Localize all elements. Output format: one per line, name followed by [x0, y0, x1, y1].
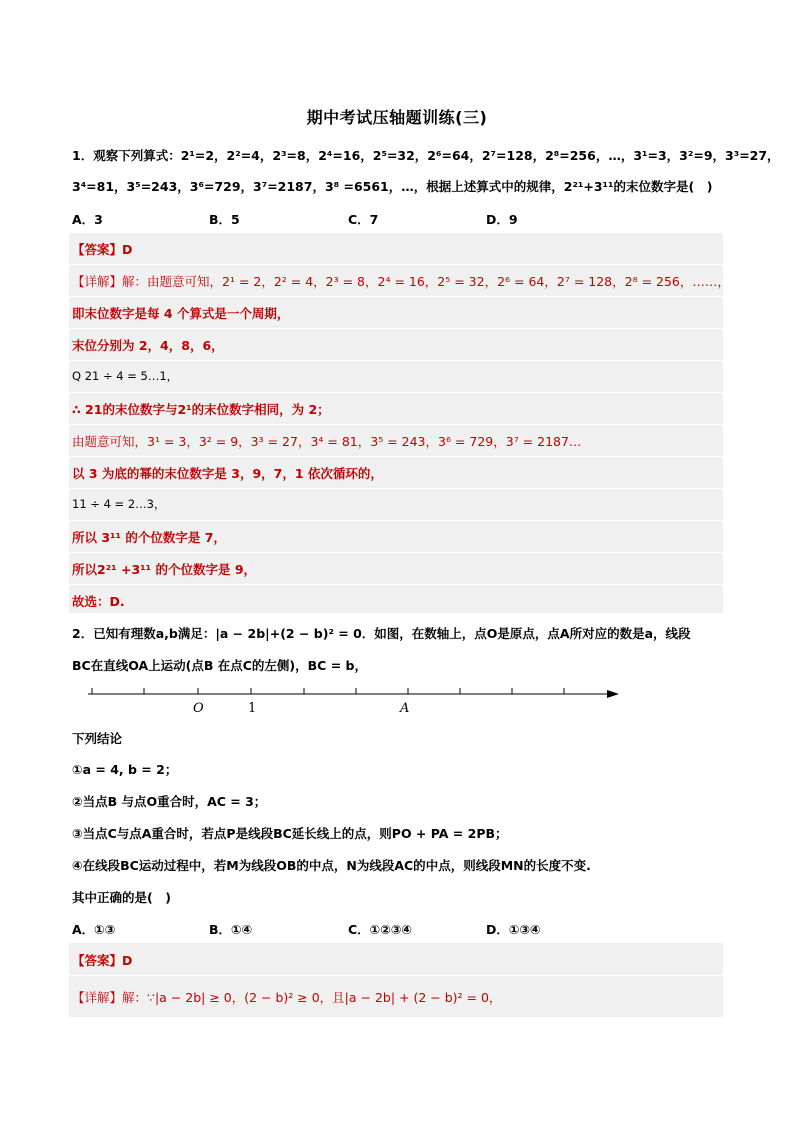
q2-conclusion-4: ④在线段BC运动过程中，若M为线段OB的中点，N为线段AC的中点，则线段MN的长度不变. — [72, 858, 591, 873]
q1-detail-line: 所以 3¹¹ 的个位数字是 7， — [72, 530, 226, 545]
number-line-arrow — [607, 690, 619, 698]
q2-option-d: D．①③④ — [486, 922, 541, 937]
q1-stem-line1: 1．观察下列算式：2¹=2，2²=4，2³=8，2⁴=16，2⁵=32，2⁶=64，2⁷=128，2⁸=256，…，3¹=3，3²=9，3³=27， — [72, 148, 780, 163]
q2-question: 其中正确的是( ) — [72, 890, 171, 905]
q1-option-c: C．7 — [348, 212, 379, 227]
q2-conclusion-intro: 下列结论 — [72, 731, 123, 746]
q1-option-a: A．3 — [72, 212, 103, 227]
q1-detail-line: ∴ 21的末位数字与2¹的末位数字相同，为 2； — [72, 402, 330, 417]
q2-conclusion-2: ②当点B 与点O重合时，AC = 3； — [72, 794, 267, 809]
q1-detail-line: 故选：D. — [72, 594, 125, 609]
q2-option-c: C．①②③④ — [348, 922, 413, 937]
q1-detail-line: 所以2²¹ +3¹¹ 的个位数字是 9， — [72, 562, 257, 577]
q1-stem-line2: 3⁴=81，3⁵=243，3⁶=729，3⁷=2187，3⁸ =6561，…，根据上述算式中的规律，2²¹+3¹¹的末位数字是( ) — [72, 179, 713, 194]
q1-answer: 【答案】D — [72, 242, 133, 257]
q2-answer: 【答案】D — [72, 953, 133, 968]
axis-label-origin: O — [193, 701, 204, 716]
q2-stem-line1: 2．已知有理数a,b满足：|a − 2b|+(2 − b)² = 0．如图，在数轴上，点O是原点，点A所对应的数是a，线段 — [72, 626, 691, 641]
q2-option-a: A．①③ — [72, 922, 116, 937]
axis-label-one: 1 — [248, 701, 257, 716]
q1-detail-line: 即末位数字是每 4 个算式是一个周期， — [72, 306, 290, 321]
q2-option-b: B．①④ — [209, 922, 253, 937]
q1-detail-line: 由题意可知，3¹ = 3，3² = 9，3³ = 27，3⁴ = 81，3⁵ = 243，3⁶ = 729，3⁷ = 2187… — [72, 434, 582, 449]
q1-solution-box — [69, 233, 723, 613]
q1-detail-line: Q 21 ÷ 4 = 5…1， — [72, 369, 179, 383]
q1-option-d: D．9 — [486, 212, 518, 227]
axis-label-a: A — [400, 701, 410, 716]
q1-detail-line: 【详解】解：由题意可知，2¹ = 2，2² = 4，2³ = 8，2⁴ = 16，2⁵ = 32，2⁶ = 64，2⁷ = 128，2⁸ = 256，……， — [72, 274, 730, 289]
q2-stem-line2: BC在直线OA上运动(点B 在点C的左侧)，BC = b， — [72, 658, 367, 673]
number-line — [86, 684, 626, 718]
q1-detail-line: 11 ÷ 4 = 2…3， — [72, 497, 166, 511]
q2-conclusion-3: ③当点C与点A重合时，若点P是线段BC延长线上的点，则PO + PA = 2PB； — [72, 826, 508, 841]
q1-detail-line: 末位分别为 2，4，8，6， — [72, 338, 224, 353]
q2-conclusion-1: ①a = 4, b = 2； — [72, 762, 178, 777]
q1-detail-line: 以 3 为底的幂的末位数字是 3，9，7，1 依次循环的， — [72, 466, 383, 481]
q1-option-b: B．5 — [209, 212, 240, 227]
q2-detail-line: 【详解】解：∵|a − 2b| ≥ 0，(2 − b)² ≥ 0，且|a − 2b| + (2 − b)² = 0， — [72, 990, 502, 1005]
page-title: 期中考试压轴题训练(三) — [306, 108, 488, 127]
